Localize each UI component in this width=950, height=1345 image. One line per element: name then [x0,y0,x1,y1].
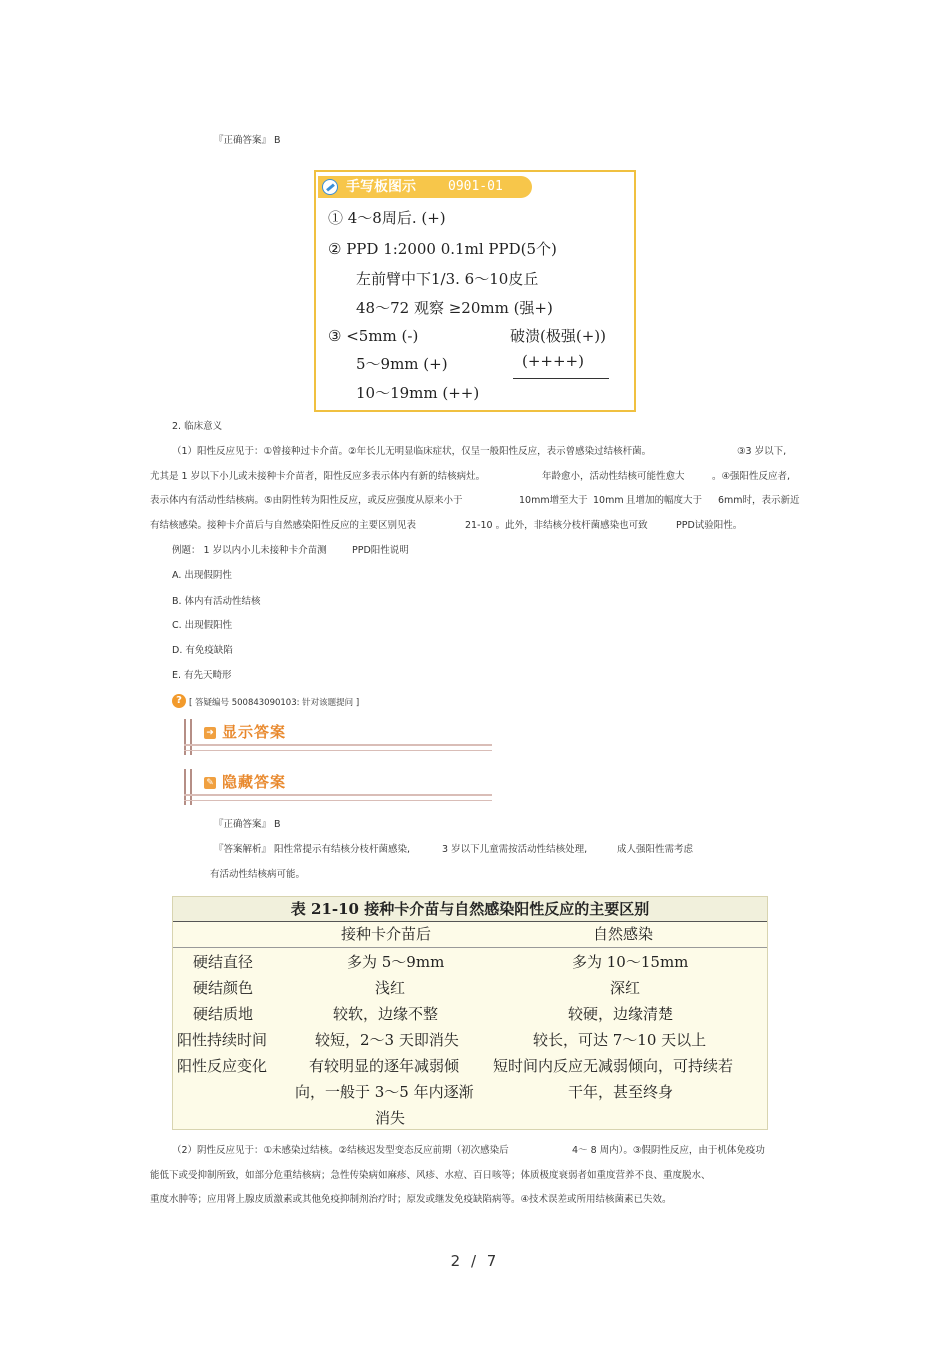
board-title: 手写板图示 [346,179,416,195]
p1-line4a: 有结核感染。接种卡介苗后与自然感染阳性反应的主要区别见表 [150,520,417,531]
option-b: B. 体内有活动性结核 [172,596,261,607]
p1-line1b: ③3 岁以下, [737,446,787,457]
qa-link[interactable]: [ 答疑编号 500843090103: 针对该题提问 ] [189,698,360,708]
handwriting-board [314,170,636,412]
question-icon[interactable]: ? [172,694,186,708]
p1-line3d: 且增加的幅度大于 [626,495,703,506]
board-line-9: 10～19mm (++) [356,384,480,402]
board-line-4: 48～72 观察 ≥20mm (强+) [356,299,553,317]
table-cell: 多为 5～9mm [347,953,445,971]
p1-line3c: 10mm [593,495,624,506]
board-line-7: 5～9mm (+) [356,355,448,373]
p2-line3: 重度水肿等；应用肾上腺皮质激素或其他免疫抑制剂治疗时；原发或继发免疫缺陷病等。④技术误差或所用结核菌素已失效。 [150,1194,672,1205]
board-line-5: ③ <5mm (-) [328,327,419,345]
board-title-bar [318,176,532,198]
analysis-1: 『答案解析』 阳性常提示有结核分枝杆菌感染, [214,844,411,855]
table-cell: 消失 [375,1109,406,1127]
table-cell: 有较明显的逐年减弱倾 [309,1057,460,1075]
analysis-4: 有活动性结核病可能。 [210,869,306,880]
table-cell: 较软，边缘不整 [333,1005,439,1023]
table-cell: 干年，甚至终身 [568,1083,674,1101]
table-title: 表 21-10 接种卡介苗与自然感染阳性反应的主要区别 [173,897,767,921]
option-d: D. 有免疫缺陷 [172,645,233,656]
table-cell: 阳性反应变化 [177,1057,268,1075]
table-cell: 短时间内反应无减弱倾向，可持续若 [493,1057,734,1075]
table-cell: 硬结颜色 [193,979,254,997]
table-cell: 硬结直径 [193,953,254,971]
p2-line2: 能低下或受抑制所致，如部分危重结核病；急性传染病如麻疹、风疹、水痘、百日咳等；体质极度衰弱者如重度营养不良、重度脱水、 [150,1170,711,1181]
table-cell: 向，一般于 3～5 年内逐渐 [295,1083,474,1101]
table-header-natural: 自然感染 [593,925,654,943]
p1-line3b: 10mm增至大于 [519,495,588,506]
option-e: E. 有先天畸形 [172,670,232,681]
board-line-1: ① 4～8周后. (+) [328,209,446,227]
section-heading: 2. 临床意义 [172,421,223,432]
correct-answer-2: 『正确答案』 B [214,819,281,830]
p2-line1b: 4～ 8 周内）。③假阴性反应，由于机体免疫功 [572,1145,765,1156]
question-stem-2: PPD阳性说明 [352,545,409,556]
hide-icon: ✎ [204,777,216,789]
p1-line3a: 表示体内有活动性结核病。⑤由阴性转为阳性反应，或反应强度从原来小于 [150,495,463,506]
arrow-right-icon: ➜ [204,727,216,739]
table-cell: 浅红 [375,979,406,997]
option-a: A. 出现假阴性 [172,570,232,581]
board-line-6: 破溃(极强(+)) [510,327,606,345]
board-underline [513,378,609,379]
p1-line2a: 尤其是 1 岁以下小儿或未接种卡介苗者，阳性反应多表示体内有新的结核病灶。 [150,471,486,482]
p2-line1a: （2）阴性反应见于：①未感染过结核。②结核迟发型变态反应前期（初次感染后 [172,1145,509,1156]
board-line-8: (++++) [522,352,584,370]
p1-line1a: （1）阳性反应见于：①曾接种过卡介苗。②年长儿无明显临床症状，仅呈一般阳性反应，表示曾感染过结核杆菌。 [172,446,652,457]
p1-line2b: 年龄愈小，活动性结核可能性愈大 [542,471,685,482]
comparison-table [172,896,768,1130]
table-header-bcg: 接种卡介苗后 [341,925,432,943]
board-code: 0901-01 [448,179,503,194]
p1-line2c: 。④强阳性反应者, [712,471,791,482]
p1-line4c: PPD试验阳性。 [676,520,743,531]
p1-line4b: 21-10 。此外，非结核分枝杆菌感染也可致 [465,520,648,531]
table-cell: 多为 10～15mm [572,953,689,971]
board-line-3: 左前臂中下1/3. 6～10皮丘 [356,270,539,288]
p1-line3e: 6mm时，表示新近 [718,495,800,506]
option-c: C. 出现假阳性 [172,620,233,631]
correct-answer-1: 『正确答案』 B [214,135,281,146]
analysis-2: 3 岁以下儿童需按活动性结核处理, [442,844,588,855]
table-cell: 较短，2～3 天即消失 [315,1031,459,1049]
pen-icon [322,179,338,195]
table-cell: 深红 [610,979,641,997]
board-line-2: ② PPD 1:2000 0.1ml PPD(5个) [328,240,557,258]
table-cell: 较长，可达 7～10 天以上 [533,1031,707,1049]
analysis-3: 成人强阳性需考虑 [617,844,694,855]
page-number: 2 / 7 [450,1252,500,1270]
show-answer-button[interactable]: ➜ 显示答案 [184,719,492,755]
table-cell: 较硬，边缘清楚 [568,1005,674,1023]
table-cell: 阳性持续时间 [177,1031,268,1049]
question-stem: 例题： 1 岁以内小儿未接种卡介苗测 [172,545,327,556]
hide-answer-button[interactable]: ✎ 隐藏答案 [184,769,492,805]
table-cell: 硬结质地 [193,1005,254,1023]
